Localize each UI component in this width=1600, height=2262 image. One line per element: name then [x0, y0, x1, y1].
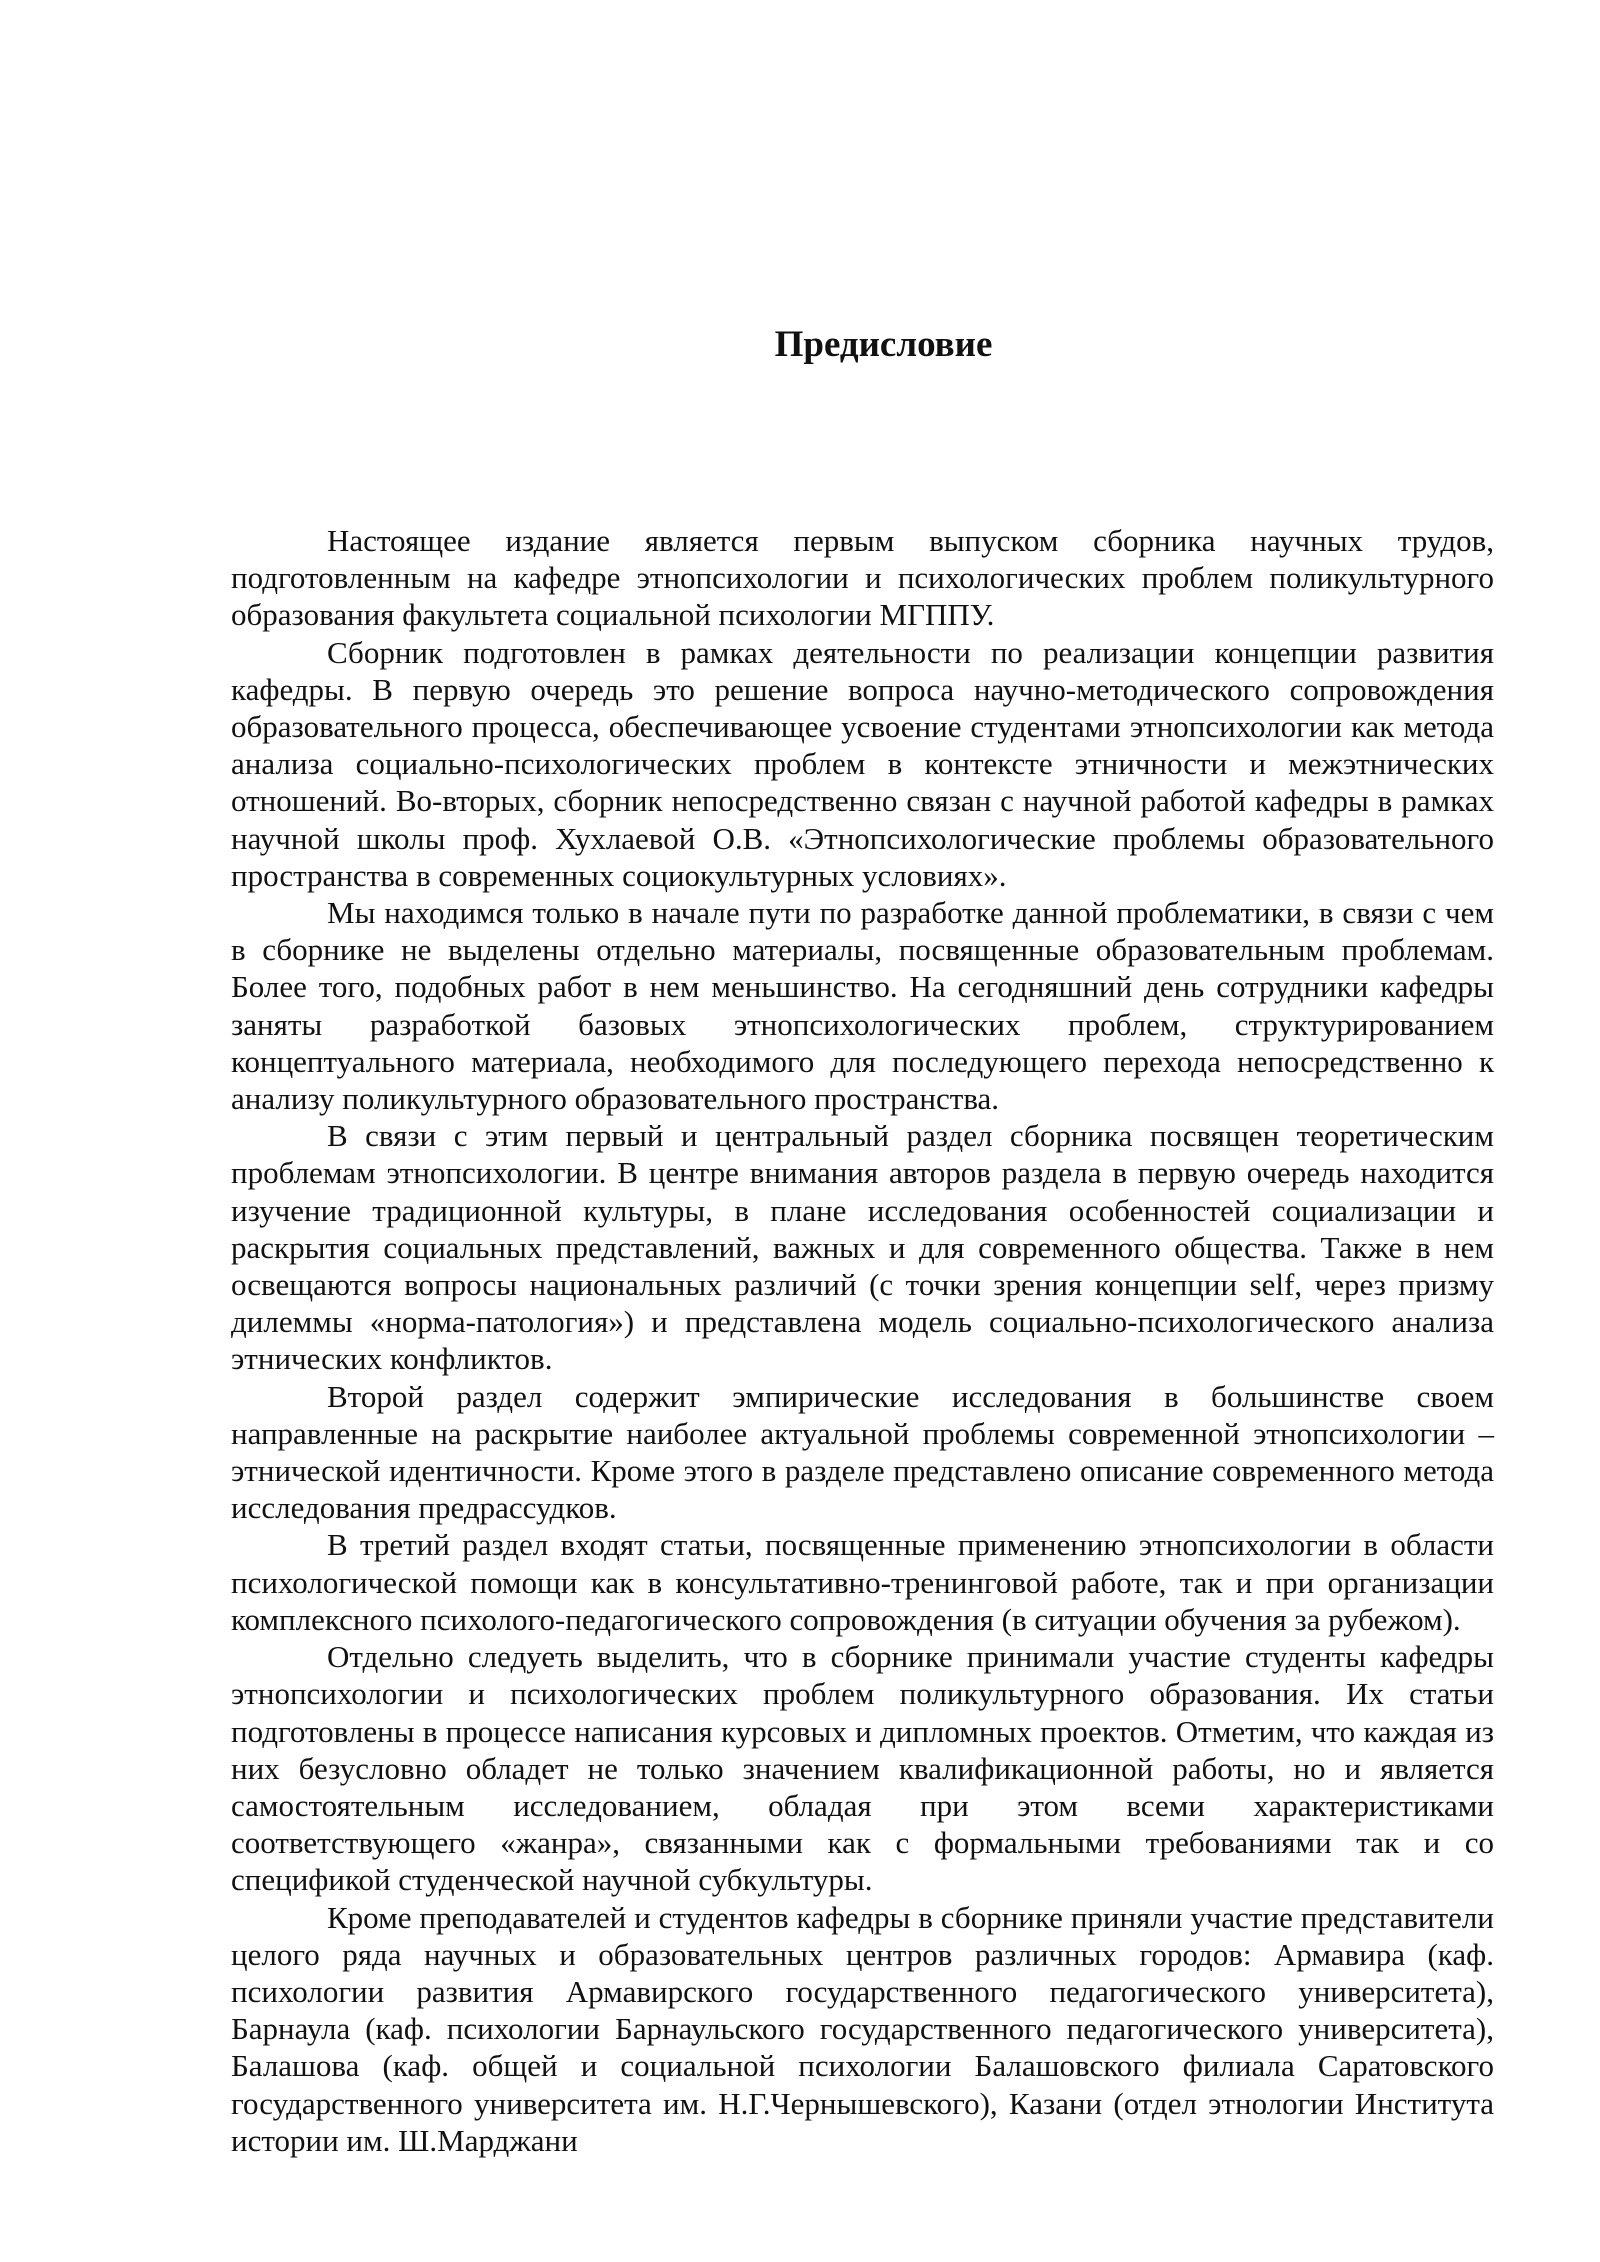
paragraph-1: Настоящее издание является первым выпуском сборника научных трудов, подготовленным на кафедре этнопсихологии и психологических проблем поликультурного образования факультета социальной психологии МГППУ.: [231, 523, 1494, 633]
paragraph-8: Кроме преподавателей и студентов кафедры в сборнике приняли участие представители целого ряда научных и образовательных центров различных городов: Армавира (каф. психологии развития Армавирского государственного педагогического университета), Барнаула (каф. психологии Барнаульского государственного педагогического университета), Балашова (каф. общей и социальной психологии Балашовского филиала Саратовского государственного университета им. Н.Г.Чернышевского), Казани (отдел этнологии Института истории им. Ш.Марджани: [231, 1899, 1494, 2158]
paragraph-4: В связи с этим первый и центральный раздел сборника посвящен теоретическим проблемам этнопсихологии. В центре внимания авторов раздела в первую очередь находится изучение традиционной культуры, в плане исследования особенностей социализации и раскрытия социальных представлений, важных и для современного общества. Также в нем освещаются вопросы национальных различий (с точки зрения концепции self, через призму дилеммы «норма-патология») и представлена модель социально-психологического анализа этнических конфликтов.: [231, 1118, 1494, 1377]
paragraph-3: Мы находимся только в начале пути по разработке данной проблематики, в связи с чем в сборнике не выделены отдельно материалы, посвященные образовательным проблемам. Более того, подобных работ в нем меньшинство. На сегодняшний день сотрудники кафедры заняты разработкой базовых этнопсихологических проблем, структурированием концептуального материала, необходимого для последующего перехода непосредственно к анализу поликультурного образовательного пространства.: [231, 895, 1494, 1117]
paragraph-5: Второй раздел содержит эмпирические исследования в большинстве своем направленные на раскрытие наиболее актуальной проблемы современной этнопсихологии – этнической идентичности. Кроме этого в разделе представлено описание современного метода исследования предрассудков.: [231, 1378, 1494, 1526]
paragraph-6: В третий раздел входят статьи, посвященные применению этнопсихологии в области психологической помощи как в консультативно-тренинговой работе, так и при организации комплексного психолого-педагогического сопровождения (в ситуации обучения за рубежом).: [231, 1527, 1494, 1637]
paragraph-2: Сборник подготовлен в рамках деятельности по реализации концепции развития кафедры. В первую очередь это решение вопроса научно-методического сопровождения образовательного процесса, обеспечивающее усвоение студентами этнопсихологии как метода анализа социально-психологических проблем в контексте этничности и межэтнических отношений. Во-вторых, сборник непосредственно связан с научной работой кафедры в рамках научной школы проф. Хухлаевой О.В. «Этнопсихологические проблемы образовательного пространства в современных социокультурных условиях».: [231, 634, 1494, 893]
page-title: Предисловие: [774, 324, 993, 365]
paragraph-7: Отдельно следуеть выделить, что в сборнике принимали участие студенты кафедры этнопсихологии и психологических проблем поликультурного образования. Их статьи подготовлены в процессе написания курсовых и дипломных проектов. Отметим, что каждая из них безусловно обладет не только значением квалификационной работы, но и является самостоятельным исследованием, обладая при этом всеми характеристиками соответствующего «жанра», связанными как с формальными требованиями так и со спецификой студенческой научной субкультуры.: [231, 1639, 1494, 1898]
body-text: [231, 522, 1494, 2159]
